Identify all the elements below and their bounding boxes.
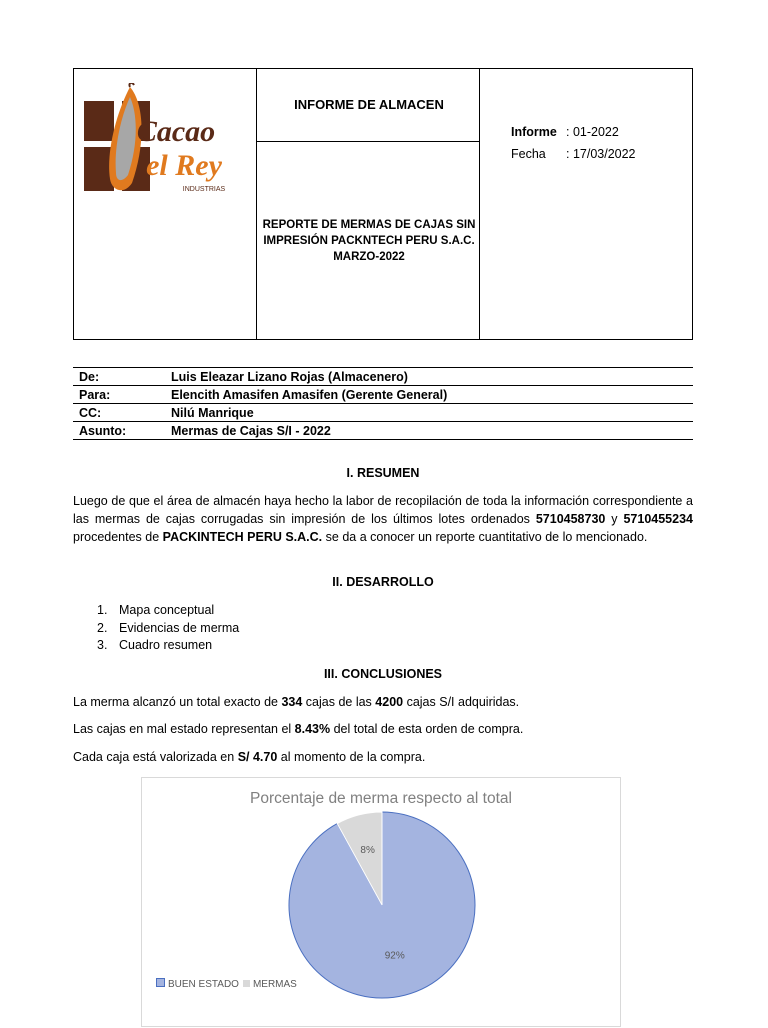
list-item — [97, 637, 239, 655]
report-subject-line: MARZO-2022 — [333, 251, 405, 263]
total-count: 4200 — [375, 695, 404, 709]
merma-percent: 8.43% — [294, 722, 331, 736]
cacao-pod-icon — [84, 83, 254, 198]
text-run: al momento de la compra. — [277, 750, 426, 764]
fecha-value: : 17/03/2022 — [566, 147, 636, 161]
legend-label: BUEN ESTADO — [168, 979, 239, 990]
report-subject — [258, 217, 480, 265]
pie-data-label: 8% — [360, 845, 375, 857]
info-value: Mermas de Cajas S/I - 2022 — [165, 422, 693, 440]
supplier-name: PACKINTECH PERU S.A.C. — [162, 530, 323, 544]
company-logo — [84, 83, 254, 198]
fecha-label: Fecha — [511, 147, 546, 161]
report-subject-line: IMPRESIÓN PACKNTECH PERU S.A.C. — [263, 235, 475, 247]
logo-text-1: Cacao — [136, 115, 216, 148]
header-table — [73, 68, 693, 340]
section-heading-resumen: I. RESUMEN — [346, 466, 420, 480]
merma-count: 334 — [281, 695, 303, 709]
info-value: Luis Eleazar Lizano Rojas (Almacenero) — [165, 368, 693, 386]
informe-label: Informe — [511, 125, 557, 139]
list-label: Mapa conceptual — [119, 603, 215, 617]
text-run: procedentes de — [73, 530, 163, 544]
chart-legend — [156, 978, 297, 990]
conclusion-3 — [73, 750, 425, 764]
list-number: 2. — [97, 620, 108, 635]
conclusion-1 — [73, 695, 519, 709]
legend-item — [156, 978, 239, 990]
chart-title: Porcentaje de merma respecto al total — [250, 790, 512, 807]
resumen-paragraph — [73, 492, 693, 546]
pie-chart-container — [141, 777, 621, 1027]
informe-row — [511, 125, 619, 139]
report-subject-line: REPORTE DE MERMAS DE CAJAS SIN — [262, 219, 476, 231]
text-run: se da a conocer un reporte cuantitativo de lo mencionado. — [322, 530, 648, 544]
info-value: Nilú Manrique — [165, 404, 693, 422]
list-item — [97, 620, 239, 638]
info-key: CC: — [73, 404, 165, 422]
report-type-title: INFORME DE ALMACEN — [294, 97, 444, 112]
info-value: Elencith Amasifen Amasifen (Gerente General) — [165, 386, 693, 404]
informe-value: : 01-2022 — [566, 125, 619, 139]
legend-item — [243, 979, 297, 990]
lot-number: 5710458730 — [535, 512, 606, 526]
header-divider-1 — [256, 69, 257, 339]
info-key: De: — [73, 368, 165, 386]
text-run: cajas de las — [302, 695, 376, 709]
lot-number: 5710455234 — [623, 512, 693, 526]
legend-swatch — [243, 980, 250, 987]
section-heading-conclusiones: III. CONCLUSIONES — [323, 667, 443, 681]
list-item — [97, 602, 239, 620]
text-run: Las cajas en mal estado representan el — [73, 722, 295, 736]
text-run: cajas S/I adquiridas. — [403, 695, 520, 709]
logo-text-3: INDUSTRIAS — [182, 186, 226, 193]
text-run: La merma alcanzó un total exacto de — [73, 695, 282, 709]
desarrollo-list — [97, 602, 239, 655]
text-run: Luego de que el área de almacén haya hecho la labor de recopilación de toda la información correspondiente a las mermas de cajas corrugadas sin impresión de los últimos lotes ordenados — [73, 494, 693, 526]
info-key: Para: — [73, 386, 165, 404]
list-label: Cuadro resumen — [119, 638, 213, 652]
text-run: del total de esta orden de compra. — [330, 722, 524, 736]
list-label: Evidencias de merma — [119, 620, 240, 635]
header-divider-h — [256, 141, 480, 142]
text-run: y — [605, 512, 624, 526]
section-heading-desarrollo: II. DESARROLLO — [332, 575, 434, 589]
table-row — [73, 386, 693, 404]
table-row — [73, 368, 693, 386]
table-row — [73, 404, 693, 422]
table-row — [73, 422, 693, 440]
memo-info-table — [73, 367, 693, 440]
pie-chart — [142, 778, 622, 1028]
logo-text-2: el Rey — [146, 149, 222, 182]
list-number: 1. — [97, 603, 108, 617]
fecha-row — [511, 147, 636, 161]
info-key: Asunto: — [73, 422, 165, 440]
legend-swatch — [156, 978, 165, 987]
list-number: 3. — [97, 638, 108, 652]
legend-label: MERMAS — [252, 978, 297, 990]
text-run: Cada caja está valorizada en — [73, 750, 238, 764]
unit-price: S/ 4.70 — [237, 750, 278, 764]
conclusion-2 — [73, 722, 523, 736]
pie-data-label: 92% — [384, 950, 405, 962]
